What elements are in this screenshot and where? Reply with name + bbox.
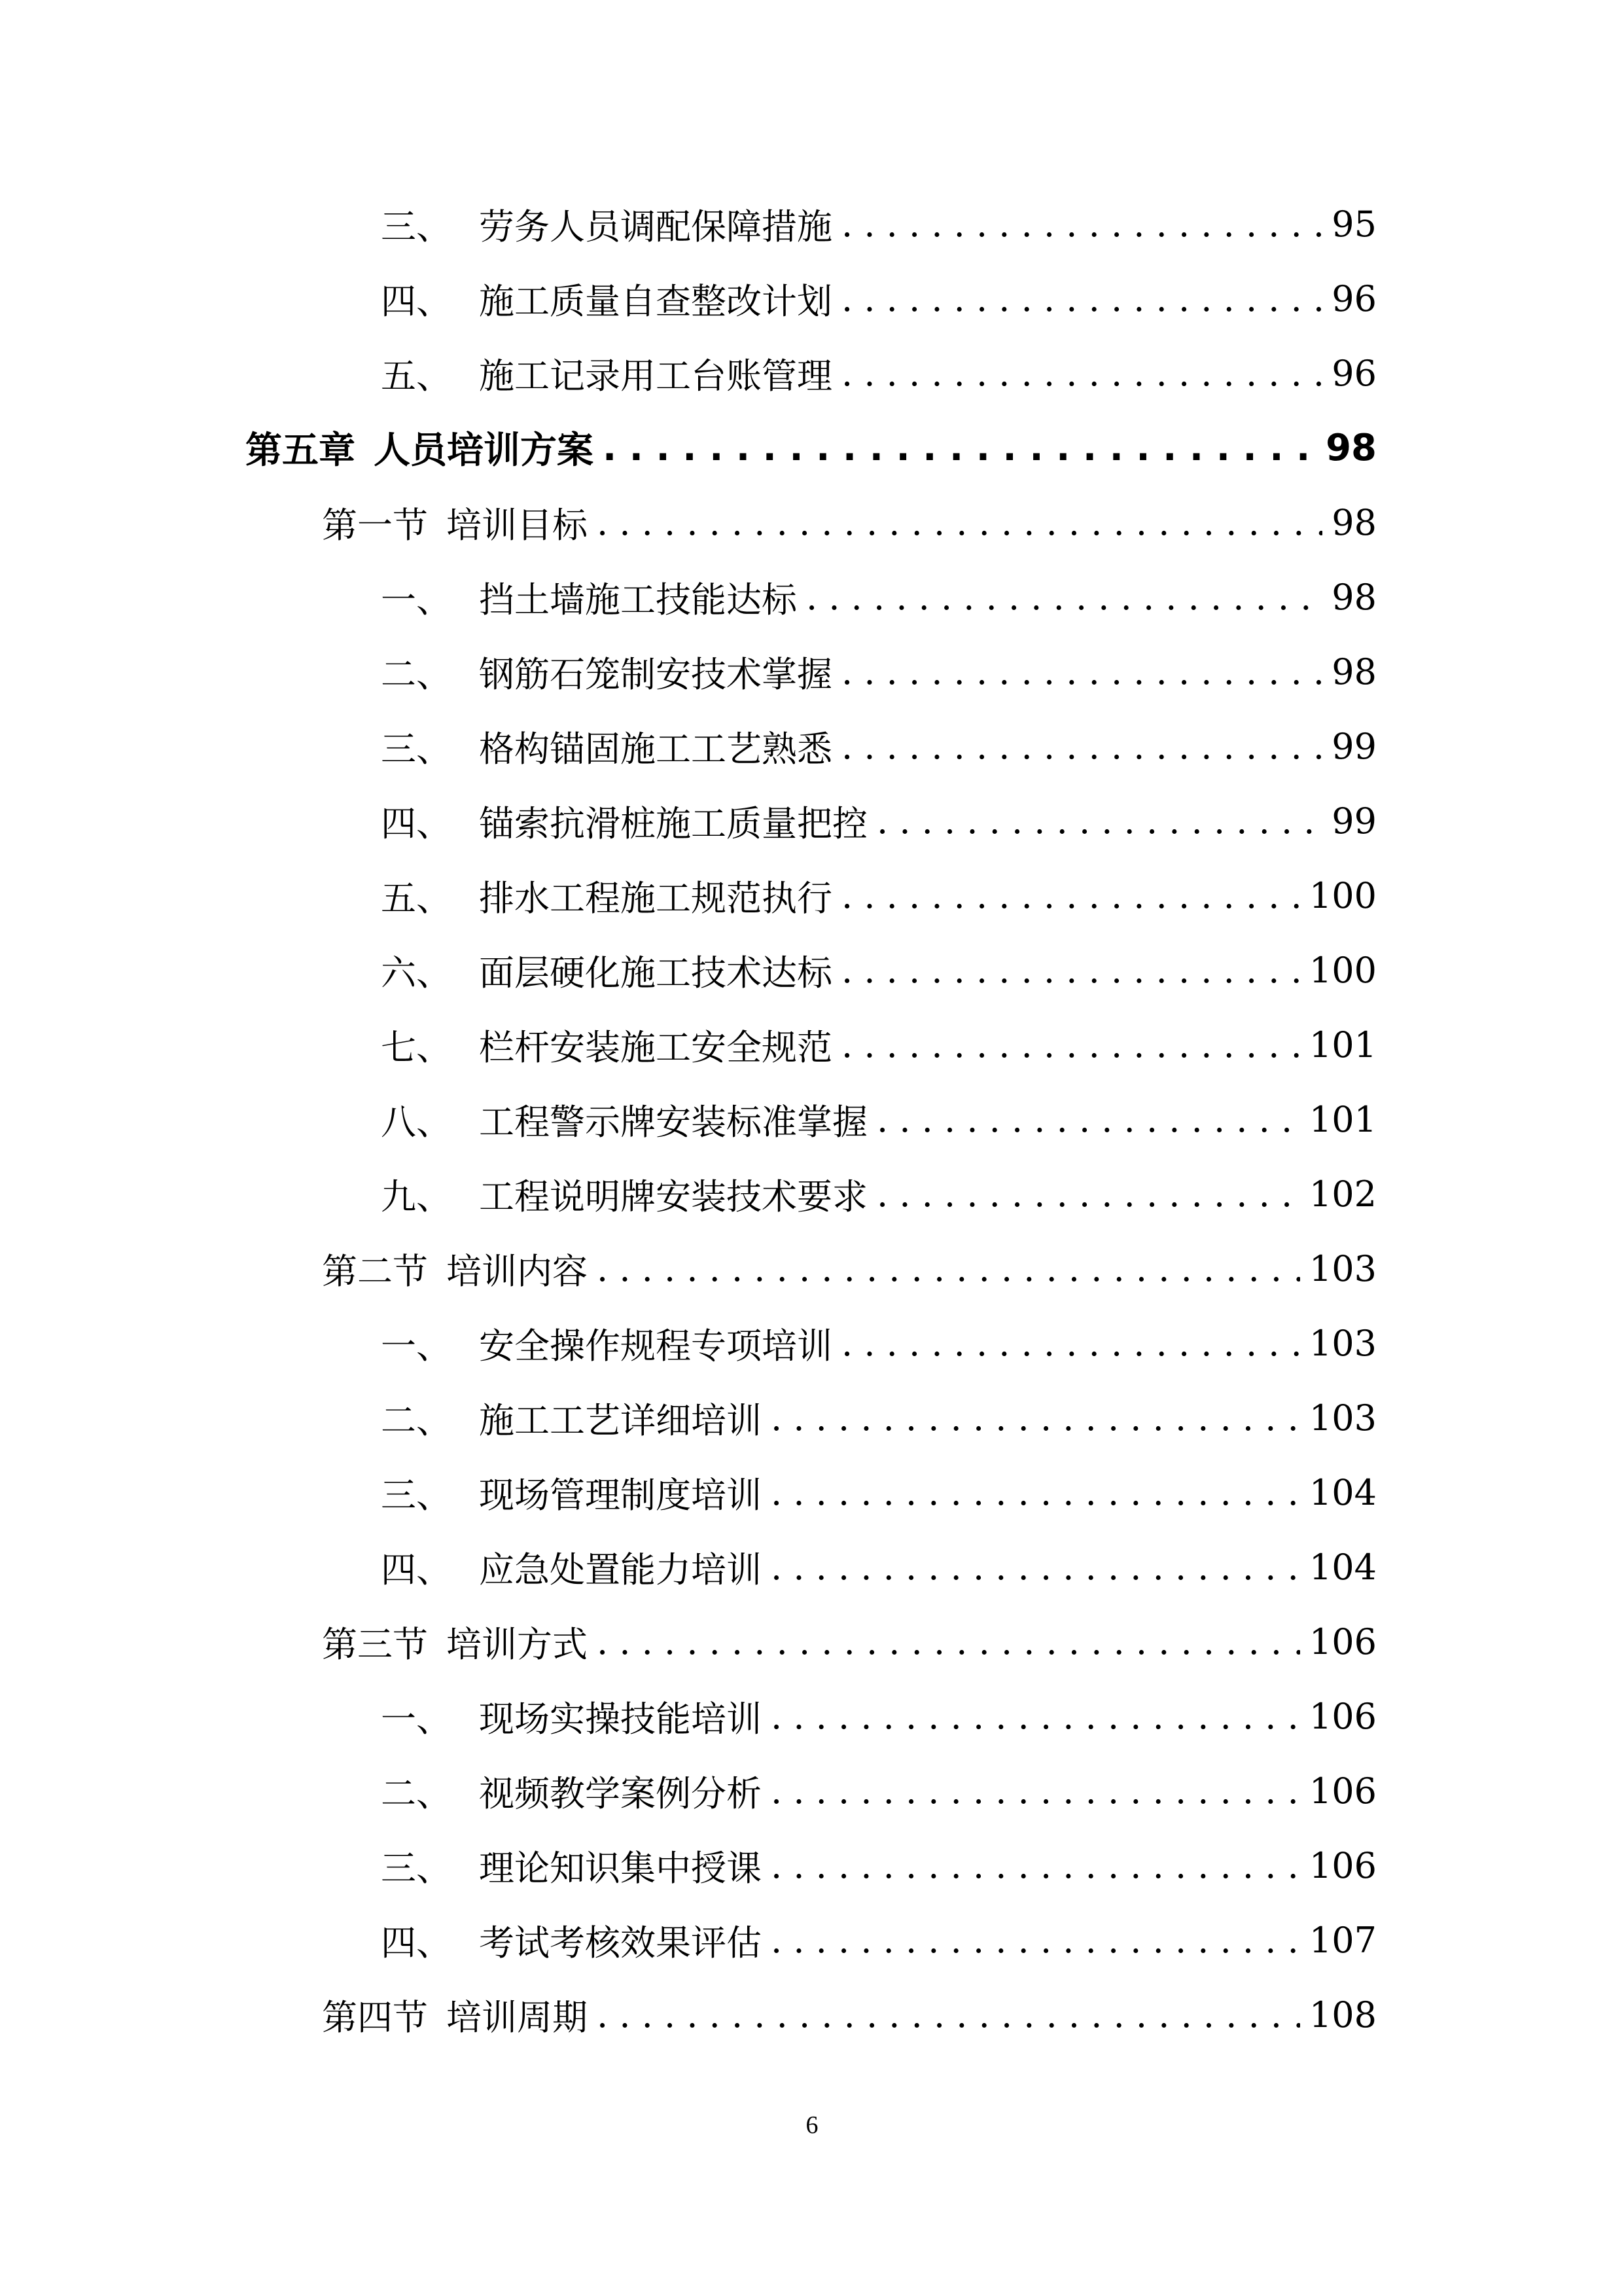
toc-entry-item[interactable] <box>0 1455 1624 1530</box>
toc-entry-title: 视频教学案例分析 <box>479 1772 762 1814</box>
toc-dot-leader <box>771 1547 1300 1588</box>
toc-entry-number: 第一节 <box>322 504 428 546</box>
toc-entry-title: 施工记录用工台账管理 <box>479 355 832 397</box>
toc-entry-number: 第三节 <box>322 1623 428 1665</box>
toc-entry-item[interactable] <box>0 634 1624 709</box>
toc-entry-number: 二、 <box>381 1772 451 1814</box>
toc-entry-number: 四、 <box>381 1922 451 1964</box>
toc-entry-item[interactable] <box>0 1903 1624 1977</box>
toc-dot-leader <box>877 800 1322 842</box>
toc-entry-number: 八、 <box>381 1101 451 1143</box>
toc-entry-page-number: 106 <box>1309 1844 1377 1886</box>
toc-dot-leader <box>597 1248 1300 1289</box>
toc-entry-leader-group <box>381 1840 1377 1891</box>
toc-dot-leader <box>597 1994 1300 2036</box>
toc-entry-item[interactable] <box>0 1306 1624 1380</box>
toc-entry-page-number: 101 <box>1309 1098 1377 1140</box>
toc-entry-number: 三、 <box>381 1474 451 1516</box>
toc-entry-page-number: 100 <box>1309 949 1377 991</box>
toc-entry-number: 第二节 <box>322 1250 428 1292</box>
toc-entry-leader-group <box>381 274 1377 324</box>
toc-entry-leader-group <box>381 1542 1377 1592</box>
toc-entry-leader-group <box>381 1094 1377 1145</box>
toc-entry-page-number: 95 <box>1332 203 1377 245</box>
toc-dot-leader <box>877 1174 1300 1215</box>
toc-entry-title: 面层硬化施工技术达标 <box>479 952 832 994</box>
toc-entry-title: 培训内容 <box>446 1250 588 1292</box>
toc-entry-number: 五、 <box>381 877 451 919</box>
toc-entry-leader-group <box>381 1766 1377 1816</box>
toc-entry-leader-group <box>245 422 1377 474</box>
toc-entry-leader-group <box>381 348 1377 399</box>
toc-dot-leader <box>841 353 1322 394</box>
toc-entry-title: 锚索抗滑桩施工质量把控 <box>479 802 868 844</box>
toc-entry-item[interactable] <box>0 1380 1624 1455</box>
toc-entry-number: 一、 <box>381 579 451 620</box>
toc-dot-leader <box>841 651 1322 692</box>
toc-entry-number: 五、 <box>381 355 451 397</box>
toc-entry-page-number: 101 <box>1309 1024 1377 1066</box>
toc-entry-number: 三、 <box>381 206 451 247</box>
toc-entry-title: 施工质量自查整改计划 <box>479 280 832 322</box>
toc-dot-leader <box>597 1621 1300 1662</box>
toc-entry-number: 四、 <box>381 280 451 322</box>
toc-entry-page-number: 104 <box>1309 1546 1377 1588</box>
toc-entry-title: 栏杆安装施工安全规范 <box>479 1026 832 1068</box>
toc-entry-leader-group <box>381 945 1377 996</box>
toc-dot-leader <box>771 1920 1300 1961</box>
toc-entry-item[interactable] <box>0 560 1624 634</box>
toc-entry-title: 人员培训方案 <box>374 429 593 472</box>
toc-entry-item[interactable] <box>0 1530 1624 1604</box>
toc-entry-number: 二、 <box>381 1399 451 1441</box>
toc-dot-leader <box>771 1397 1300 1439</box>
toc-entry-number: 四、 <box>381 802 451 844</box>
toc-entry-item[interactable] <box>0 336 1624 410</box>
toc-entry-page-number: 104 <box>1309 1471 1377 1513</box>
toc-entry-number: 六、 <box>381 952 451 994</box>
toc-entry-number: 四、 <box>381 1549 451 1590</box>
toc-entry-item[interactable] <box>0 933 1624 1007</box>
toc-entry-title: 排水工程施工规范执行 <box>479 877 832 919</box>
toc-entry-number: 一、 <box>381 1698 451 1740</box>
toc-entry-page-number: 96 <box>1332 278 1377 319</box>
toc-dot-leader <box>841 278 1322 319</box>
toc-entry-title: 工程说明牌安装技术要求 <box>479 1175 868 1217</box>
toc-entry-title: 现场管理制度培训 <box>479 1474 762 1516</box>
toc-entry-section[interactable] <box>0 1977 1624 2052</box>
toc-entry-number: 第五章 <box>245 429 355 472</box>
toc-entry-page-number: 106 <box>1309 1621 1377 1662</box>
toc-entry-leader-group <box>381 1318 1377 1369</box>
toc-dot-leader <box>841 726 1322 767</box>
toc-entry-section[interactable] <box>0 1604 1624 1679</box>
toc-dot-leader <box>806 577 1322 618</box>
toc-entry-leader-group <box>381 572 1377 622</box>
toc-entry-section[interactable] <box>0 485 1624 560</box>
toc-entry-leader-group <box>322 1617 1377 1667</box>
toc-entry-title: 培训周期 <box>446 1996 588 2038</box>
toc-entry-title: 钢筋石笼制安技术掌握 <box>479 653 832 695</box>
toc-entry-item[interactable] <box>0 187 1624 261</box>
toc-entry-page-number: 108 <box>1309 1994 1377 2036</box>
toc-entry-item[interactable] <box>0 1753 1624 1828</box>
toc-entry-item[interactable] <box>0 1828 1624 1903</box>
toc-entry-page-number: 99 <box>1332 725 1377 767</box>
toc-entry-number: 二、 <box>381 653 451 695</box>
toc-entry-title: 培训方式 <box>446 1623 588 1665</box>
toc-entry-item[interactable] <box>0 858 1624 933</box>
toc-entry-title: 理论知识集中授课 <box>479 1847 762 1889</box>
toc-entry-leader-group <box>381 1169 1377 1219</box>
toc-entry-number: 三、 <box>381 1847 451 1889</box>
toc-entry-page-number: 100 <box>1309 874 1377 916</box>
toc-entry-page-number: 106 <box>1309 1770 1377 1812</box>
toc-dot-leader <box>771 1770 1300 1812</box>
toc-entry-title: 劳务人员调配保障措施 <box>479 206 832 247</box>
toc-entry-leader-group <box>381 199 1377 249</box>
toc-dot-leader <box>597 502 1322 543</box>
toc-entry-number: 第四节 <box>322 1996 428 2038</box>
toc-entry-item[interactable] <box>0 709 1624 783</box>
toc-entry-number: 九、 <box>381 1175 451 1217</box>
toc-entry-leader-group <box>381 647 1377 697</box>
toc-entry-page-number: 98 <box>1332 501 1377 543</box>
toc-entry-number: 一、 <box>381 1325 451 1367</box>
toc-entry-leader-group <box>322 1244 1377 1294</box>
toc-entry-title: 现场实操技能培训 <box>479 1698 762 1740</box>
toc-entry-title: 安全操作规程专项培训 <box>479 1325 832 1367</box>
toc-entry-page-number: 103 <box>1309 1247 1377 1289</box>
toc-entry-title: 应急处置能力培训 <box>479 1549 762 1590</box>
toc-entry-page-number: 102 <box>1309 1173 1377 1215</box>
toc-entry-title: 格构锚固施工工艺熟悉 <box>479 728 832 770</box>
toc-entry-leader-group <box>381 1393 1377 1443</box>
toc-entry-leader-group <box>322 497 1377 548</box>
toc-entry-number: 七、 <box>381 1026 451 1068</box>
toc-dot-leader <box>841 1024 1300 1066</box>
toc-entry-chapter[interactable] <box>0 410 1624 485</box>
toc-entry-page-number: 98 <box>1332 651 1377 692</box>
toc-entry-leader-group <box>381 1020 1377 1070</box>
toc-entry-number: 三、 <box>381 728 451 770</box>
toc-entry-item[interactable] <box>0 261 1624 336</box>
toc-entry-leader-group <box>381 870 1377 921</box>
toc-dot-leader <box>841 1323 1300 1364</box>
toc-entry-leader-group <box>322 1990 1377 2040</box>
toc-dot-leader <box>841 950 1300 991</box>
toc-entry-section[interactable] <box>0 1231 1624 1306</box>
toc-dot-leader <box>841 204 1322 245</box>
toc-dot-leader <box>603 427 1316 469</box>
toc-entry-leader-group <box>381 721 1377 772</box>
toc-entry-page-number: 103 <box>1309 1322 1377 1364</box>
toc-dot-leader <box>841 875 1300 916</box>
page-number: 6 <box>805 2111 819 2139</box>
toc-entry-page-number: 98 <box>1332 576 1377 618</box>
toc-entry-title: 挡土墙施工技能达标 <box>479 579 797 620</box>
toc-entry-title: 考试考核效果评估 <box>479 1922 762 1964</box>
toc-entry-leader-group <box>381 1467 1377 1518</box>
toc-entry-leader-group <box>381 1691 1377 1742</box>
toc-entry-item[interactable] <box>0 1082 1624 1157</box>
toc-entry-item[interactable] <box>0 783 1624 858</box>
toc-dot-leader <box>771 1845 1300 1886</box>
toc-dot-leader <box>877 1099 1300 1140</box>
toc-dot-leader <box>771 1696 1300 1737</box>
toc-entry-title: 培训目标 <box>446 504 588 546</box>
toc-entry-page-number: 107 <box>1309 1919 1377 1961</box>
toc-entry-item[interactable] <box>0 1679 1624 1753</box>
toc-entry-page-number: 96 <box>1332 352 1377 394</box>
toc-entry-title: 施工工艺详细培训 <box>479 1399 762 1441</box>
toc-dot-leader <box>771 1472 1300 1513</box>
toc-entry-page-number: 99 <box>1332 800 1377 842</box>
toc-entry-item[interactable] <box>0 1007 1624 1082</box>
toc-entry-page-number: 103 <box>1309 1397 1377 1439</box>
toc-entry-leader-group <box>381 796 1377 846</box>
toc-entry-item[interactable] <box>0 1157 1624 1231</box>
toc-entry-leader-group <box>381 1915 1377 1965</box>
toc-entry-title: 工程警示牌安装标准掌握 <box>479 1101 868 1143</box>
toc-entry-page-number: 106 <box>1309 1695 1377 1737</box>
toc-entry-page-number: 98 <box>1326 426 1377 469</box>
